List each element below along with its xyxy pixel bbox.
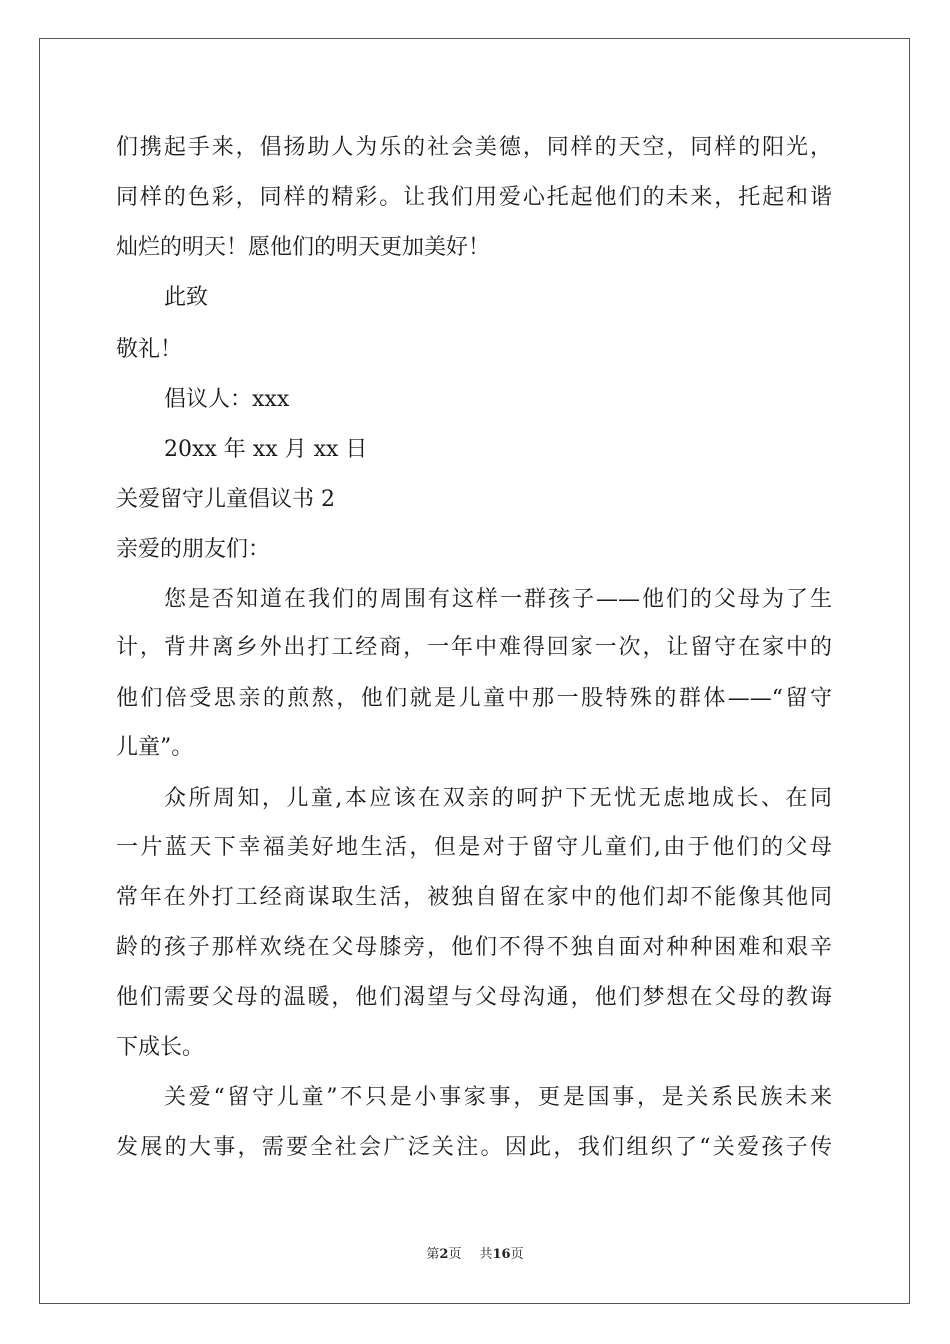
text-line: 下成长。 [116, 1035, 205, 1060]
text-line: 同样的色彩，同样的精彩。让我们用爱心托起他们的未来，托起和谐 [116, 185, 832, 210]
text-line: 龄的孩子那样欢绕在父母膝旁，他们不得不独自面对种种困难和艰辛 [116, 935, 832, 960]
text-line: 计，背井离乡外出打工经商，一年中难得回家一次，让留守在家中的 [116, 635, 832, 660]
text-line: 灿烂的明天！愿他们的明天更加美好！ [116, 235, 491, 260]
total-prefix: 共 [479, 1247, 493, 1262]
text-line: 众所周知，儿童,本应该在双亲的呵护下无忧无虑地成长、在同 [164, 786, 832, 811]
page-total: 16 [492, 1247, 511, 1262]
text-line: 发展的大事，需要全社会广泛关注。因此，我们组织了“关爱孩子传 [116, 1135, 832, 1160]
text-line: 儿童”。 [116, 735, 194, 760]
text-line: 一片蓝天下幸福美好地生活，但是对于留守儿童们,由于他们的父母 [116, 835, 832, 860]
signatory: 倡议人：xxx [164, 387, 290, 412]
text-line: 常年在外打工经商谋取生活，被独自留在家中的他们却不能像其他同 [116, 885, 832, 910]
date-line: 20xx 年 xx 月 xx 日 [164, 437, 368, 462]
text-line: 他们需要父母的温暖，他们渴望与父母沟通，他们梦想在父母的教诲 [116, 985, 832, 1010]
text-line: 他们倍受思亲的煎熬，他们就是儿童中那一股特殊的群体——“留守 [116, 686, 832, 711]
greeting: 亲爱的朋友们： [116, 537, 271, 562]
page-footer [0, 1246, 950, 1264]
page-unit: 页 [448, 1247, 462, 1262]
page-border [39, 38, 910, 1304]
text-line: 关爱“留守儿童”不只是小事家事，更是国事，是关系民族未来 [164, 1085, 832, 1110]
total-unit: 页 [510, 1247, 524, 1262]
text-line: 们携起手来，倡扬助人为乐的社会美德，同样的天空，同样的阳光， [116, 135, 832, 160]
page-current: 2 [439, 1247, 449, 1262]
section-title: 关爱留守儿童倡议书 2 [116, 487, 335, 512]
text-line: 您是否知道在我们的周围有这样一群孩子——他们的父母为了生 [164, 587, 832, 612]
salutation-closing: 此致 [164, 285, 209, 310]
page-prefix: 第 [426, 1247, 440, 1262]
salutation-regards: 敬礼！ [116, 337, 183, 362]
